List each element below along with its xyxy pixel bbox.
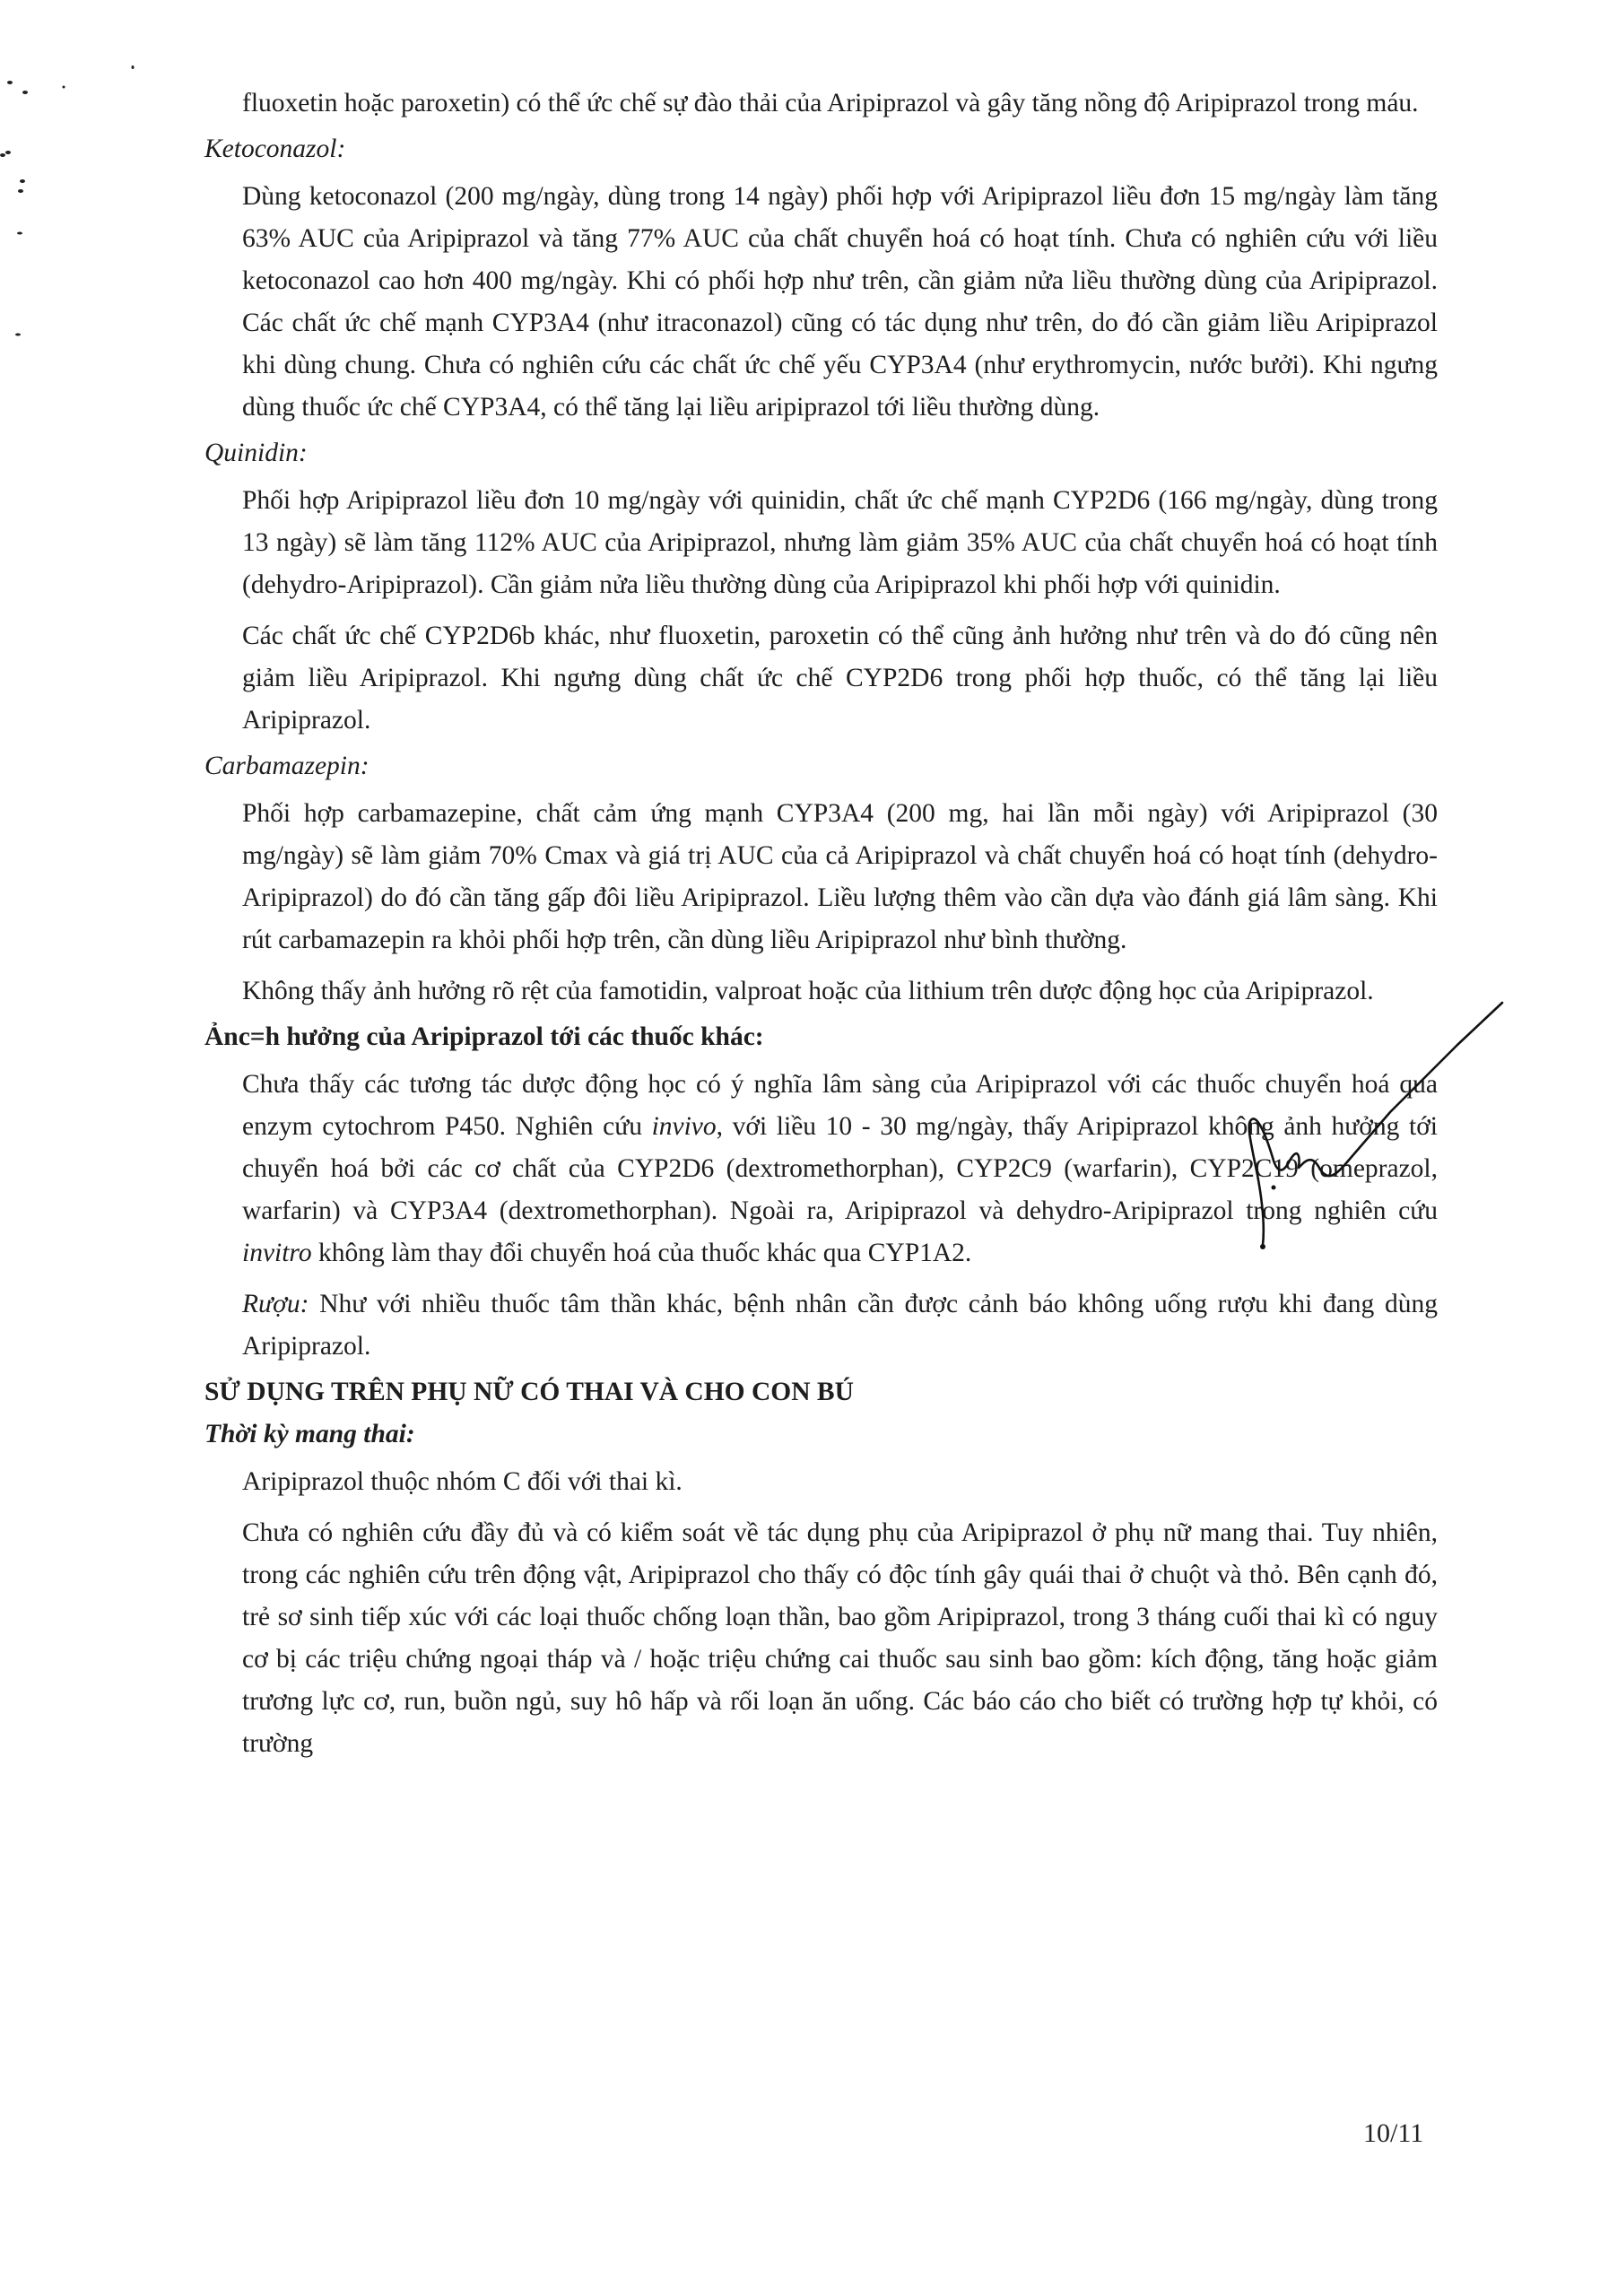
scan-dot [22,91,28,94]
scan-dot [63,86,65,89]
scan-dot [5,151,11,154]
body-paragraph: Phối hợp carbamazepine, chất cảm ứng mạnh CYP3A4 (200 mg, hai lần mỗi ngày) với Aripiprazol (30 mg/ngày) sẽ làm giảm 70% Cmax và giá trị AUC của cả Aripiprazol và chất chuyển hoá có hoạt tính (dehydro-Aripiprazol) do đó cần tăng gấp đôi liều Aripiprazol. Liều lượng thêm vào cần dựa vào đánh giá lâm sàng. Khi rút carbamazepin ra khỏi phối hợp trên, cần dùng liều Aripiprazol như bình thường. [242,799,1438,954]
handwritten-signature [1238,969,1525,1256]
scan-dot [15,334,21,336]
section-heading: Ảnc=h hưởng của Aripiprazol tới các thuốc khác: [204,1022,764,1051]
text-run: Chưa thấy các tương tác dược động học có ý nghĩa lâm sàng của Aripiprazol với các thuốc chuyển hoá qua enzym cytochrom P450. Nghiên cứu [242,1070,1438,1141]
section-heading: SỬ DỤNG TRÊN PHỤ NỮ CÓ THAI VÀ CHO CON BÚ [204,1378,854,1406]
scan-dot [20,179,25,183]
body-paragraph: Phối hợp Aripiprazol liều đơn 10 mg/ngày với quinidin, chất ức chế mạnh CYP2D6 (166 mg/ngày, dùng trong 13 ngày) sẽ làm tăng 112% AUC của Aripiprazol, nhưng làm giảm 35% AUC của chất chuyển hoá có hoạt tính (dehydro-Aripiprazol). Cần giảm nửa liều thường dùng của Aripiprazol khi phối hợp với quinidin. [242,486,1438,599]
document-body [196,83,1438,1765]
scan-dot [18,189,23,193]
italic-term: Rượu: [242,1290,309,1318]
italic-term: invivo [651,1112,717,1141]
section-subheading: Carbamazepin: [204,752,370,780]
text-run: Như với nhiều thuốc tâm thần khác, bệnh nhân cần được cảnh báo không uống rượu khi đang dùng Aripiprazol. [242,1290,1438,1361]
body-paragraph: Dùng ketoconazol (200 mg/ngày, dùng trong 14 ngày) phối hợp với Aripiprazol liều đơn 15 mg/ngày làm tăng 63% AUC của Aripiprazol và tăng 77% AUC của chất chuyển hoá có hoạt tính. Chưa có nghiên cứu với liều ketoconazol cao hơn 400 mg/ngày. Khi có phối hợp như trên, cần giảm nửa liều thường dùng của Aripiprazol. Các chất ức chế mạnh CYP3A4 (như itraconazol) cũng có tác dụng như trên, do đó cần giảm liều Aripiprazol khi dùng chung. Chưa có nghiên cứu các chất ức chế yếu CYP3A4 (như erythromycin, nước bưởi). Khi ngưng dùng thuốc ức chế CYP3A4, có thể tăng lại liều aripiprazol tới liều thường dùng. [242,182,1438,422]
body-paragraph [196,1283,1438,1368]
body-paragraph: Không thấy ảnh hưởng rõ rệt của famotidin, valproat hoặc của lithium trên dược động học của Aripiprazol. [242,977,1374,1005]
section-subheading: Thời kỳ mang thai: [204,1420,415,1448]
body-paragraph: Chưa có nghiên cứu đầy đủ và có kiểm soát về tác dụng phụ của Aripiprazol ở phụ nữ mang thai. Tuy nhiên, trong các nghiên cứu trên động vật, Aripiprazol cho thấy có độc tính gây quái thai ở chuột và thỏ. Bên cạnh đó, trẻ sơ sinh tiếp xúc với các loại thuốc chống loạn thần, bao gồm Aripiprazol, trong 3 tháng cuối thai kì có nguy cơ bị các triệu chứng ngoại tháp và / hoặc triệu chứng cai thuốc sau sinh bao gồm: kích động, tăng hoặc giảm trương lực cơ, run, buồn ngủ, suy hô hấp và rối loạn ăn uống. Các báo cáo cho biết có trường hợp tự khỏi, có trường [242,1518,1438,1758]
section-subheading: Quinidin: [204,439,308,467]
scan-noise-marks [0,0,179,359]
body-paragraph: Các chất ức chế CYP2D6b khác, như fluoxetin, paroxetin có thể cũng ảnh hưởng như trên và do đó cũng nên giảm liều Aripiprazol. Khi ngưng dùng chất ức chế CYP2D6 trong phối hợp thuốc, có thể tăng lại liều Aripiprazol. [242,622,1438,735]
scan-dot [7,81,13,84]
body-paragraph: fluoxetin hoặc paroxetin) có thể ức chế sự đào thải của Aripiprazol và gây tăng nồng độ Aripiprazol trong máu. [242,89,1419,117]
scan-dot [0,153,5,157]
italic-term: invitro [242,1239,312,1267]
text-run: không làm thay đổi chuyển hoá của thuốc khác qua CYP1A2. [311,1239,972,1267]
body-paragraph: Aripiprazol thuộc nhóm C đối với thai kì. [242,1467,683,1496]
section-subheading: Ketoconazol: [204,135,346,163]
scan-dot [132,65,135,69]
page-number: 10/11 [1363,2118,1424,2148]
text-run: , với liều 10 - 30 mg/ngày, thấy Aripiprazol không ảnh hưởng tới chuyển hoá bởi các cơ chất của CYP2D6 (dextromethorphan), CYP2C9 (warfarin), CYP2C19 (omeprazol, warfarin) và CYP3A4 (dextromethorphan). Ngoài ra, Aripiprazol và dehydro-Aripiprazol trong nghiên cứu [242,1112,1438,1225]
scan-dot [17,232,22,235]
